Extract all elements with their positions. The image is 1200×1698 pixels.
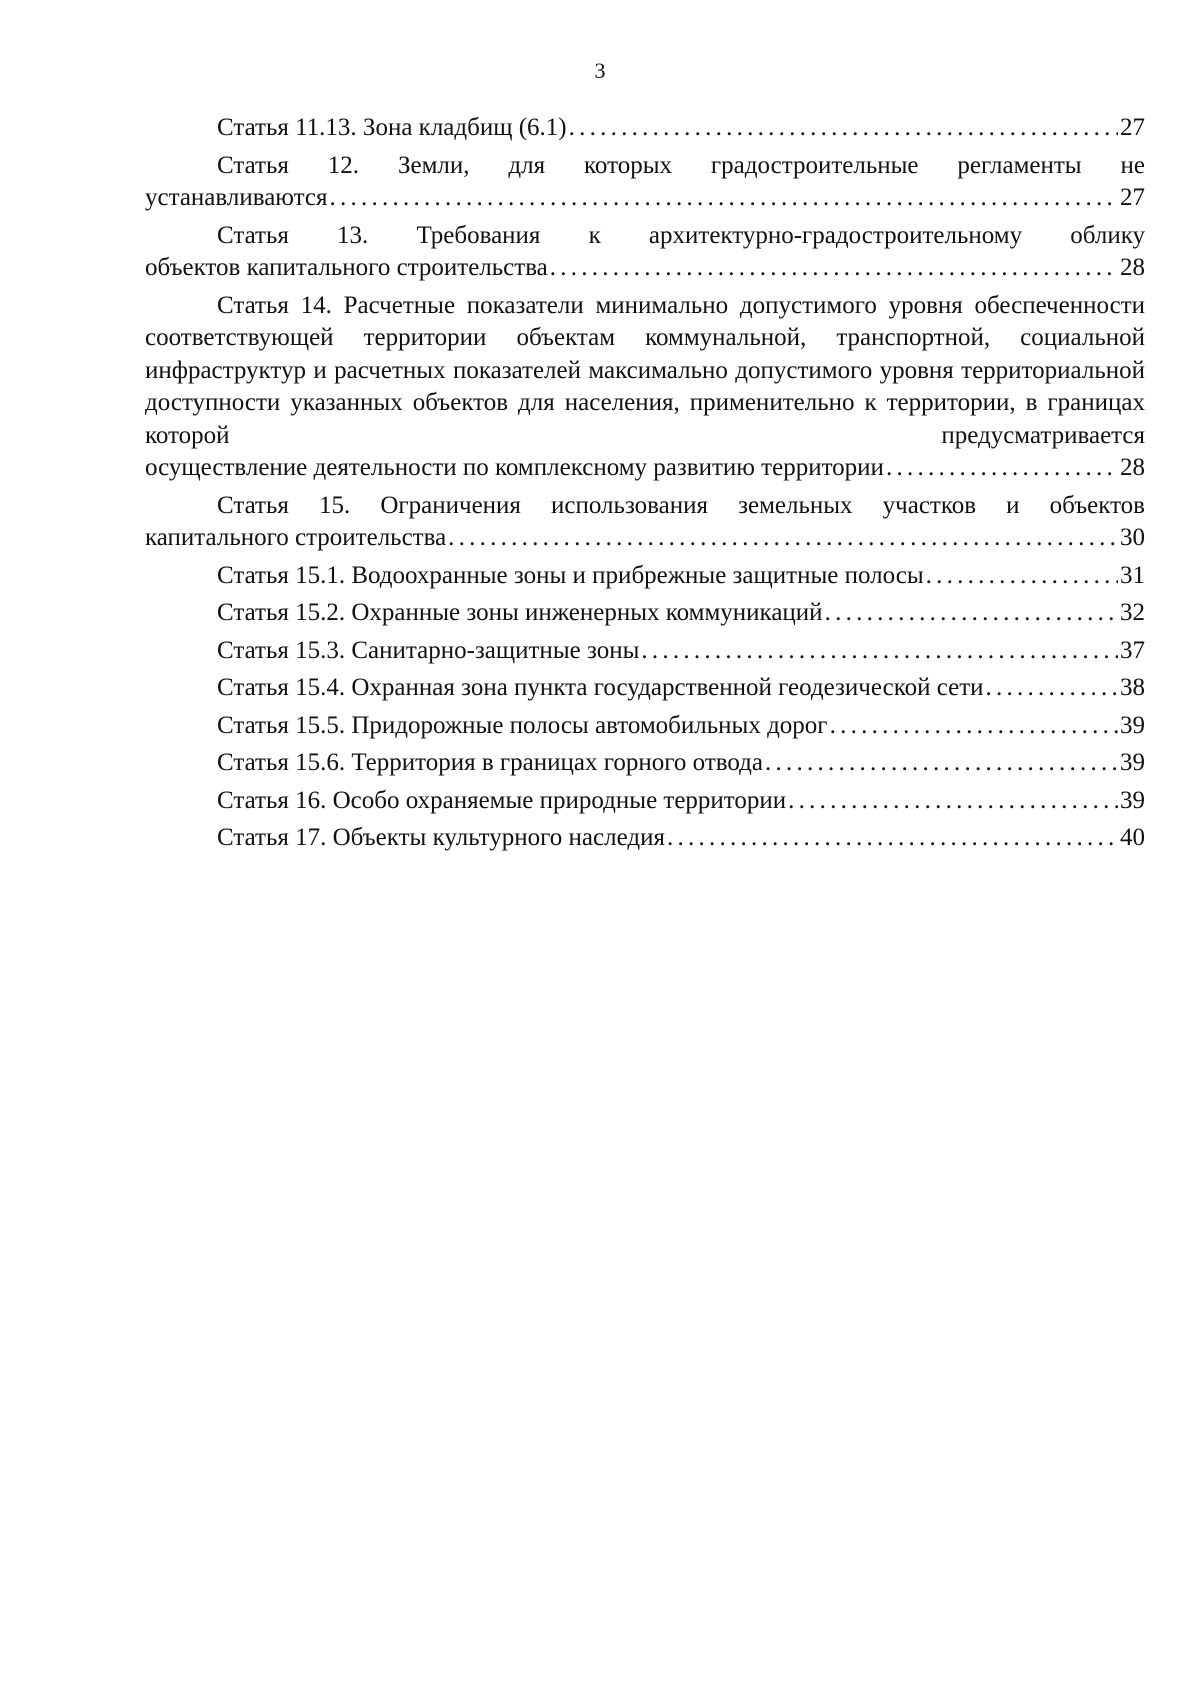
toc-entry-title: Статья 15. Ограничения использования земельных участков и объектов	[217, 491, 1145, 519]
toc-entry-page: 39	[1120, 749, 1145, 776]
toc-entry-page: 27	[1120, 114, 1145, 141]
toc-entry-page: 40	[1120, 824, 1145, 851]
toc-dot-leader	[926, 560, 1118, 593]
toc-entry-page: 30	[1120, 524, 1145, 551]
toc-entry-page: 28	[1120, 454, 1145, 481]
toc-entry-title-end: устанавливаются	[145, 184, 328, 211]
toc-entry-page: 28	[1120, 254, 1145, 281]
toc-entry[interactable]	[145, 597, 1145, 630]
toc-entry-last-line	[145, 452, 1145, 485]
toc-dot-leader	[641, 635, 1118, 668]
toc-entry-title: Статья 11.13. Зона кладбищ (6.1)	[217, 114, 567, 141]
toc-entry-title-end: капитального строительства	[145, 524, 447, 551]
table-of-contents	[145, 112, 1145, 860]
toc-dot-leader	[667, 822, 1118, 855]
toc-entry-last-line	[145, 252, 1145, 285]
toc-entry-page: 31	[1120, 561, 1145, 589]
toc-dot-leader	[550, 252, 1118, 285]
toc-entry-page: 37	[1120, 636, 1145, 664]
toc-entry-title: Статья 15.2. Охранные зоны инженерных коммуникаций	[217, 599, 823, 626]
toc-entry[interactable]	[145, 490, 1145, 555]
toc-dot-leader	[765, 747, 1118, 780]
toc-dot-leader	[788, 785, 1118, 818]
toc-dot-leader	[830, 710, 1118, 743]
toc-entry-page: 38	[1120, 674, 1145, 701]
toc-entry-page: 39	[1120, 786, 1145, 814]
toc-entry-page: 39	[1120, 711, 1145, 739]
toc-entry[interactable]	[145, 290, 1145, 485]
toc-entry-title: Статья 13. Требования к архитектурно-градостроительному облику	[217, 221, 1145, 249]
toc-entry[interactable]	[145, 672, 1145, 705]
toc-entry-last-line	[145, 522, 1145, 555]
toc-dot-leader	[886, 452, 1118, 485]
page-number: 3	[594, 58, 606, 83]
toc-entry-title: Статья 15.1. Водоохранные зоны и прибрежные защитные полосы	[217, 561, 924, 589]
toc-entry-title: Статья 15.5. Придорожные полосы автомобильных дорог	[217, 711, 828, 739]
toc-entry[interactable]	[145, 560, 1145, 593]
toc-entry-title: Статья 12. Земли, для которых градостроительные регламенты не	[217, 151, 1145, 179]
toc-dot-leader	[329, 182, 1118, 215]
toc-dot-leader	[986, 672, 1118, 705]
toc-entry-title: Статья 15.6. Территория в границах горного отвода	[217, 749, 763, 776]
toc-dot-leader	[569, 112, 1118, 145]
toc-entry-title: Статья 15.3. Санитарно-защитные зоны	[217, 636, 640, 664]
toc-entry[interactable]	[145, 150, 1145, 215]
toc-entry-title-end: объектов капитального строительства	[145, 254, 548, 281]
toc-entry-title: Статья 15.4. Охранная зона пункта государственной геодезической сети	[217, 674, 984, 701]
toc-dot-leader	[448, 522, 1118, 555]
toc-entry-title: Статья 16. Особо охраняемые природные территории	[217, 786, 787, 814]
toc-entry-page: 32	[1120, 599, 1145, 626]
toc-entry-title-end: осуществление деятельности по комплексному развитию территории	[145, 454, 884, 481]
toc-entry[interactable]	[145, 747, 1145, 780]
toc-entry-title: Статья 14. Расчетные показатели минимально допустимого уровня обеспеченности соответствующей территории объектам коммунальной, транспортной, социальной инфраструктур и расчетных показателей максимально допустимого уровня территориальной доступности указанных объектов для населения, применительно к территории, в границах которой предусматривается	[145, 291, 1145, 449]
toc-entry-page: 27	[1120, 184, 1145, 211]
toc-entry[interactable]	[145, 710, 1145, 743]
toc-entry[interactable]	[145, 635, 1145, 668]
toc-entry[interactable]	[145, 220, 1145, 285]
toc-entry[interactable]	[145, 822, 1145, 855]
toc-entry[interactable]	[145, 112, 1145, 145]
toc-entry-last-line	[145, 182, 1145, 215]
toc-entry[interactable]	[145, 785, 1145, 818]
toc-entry-title: Статья 17. Объекты культурного наследия	[217, 824, 665, 851]
toc-dot-leader	[825, 597, 1118, 630]
